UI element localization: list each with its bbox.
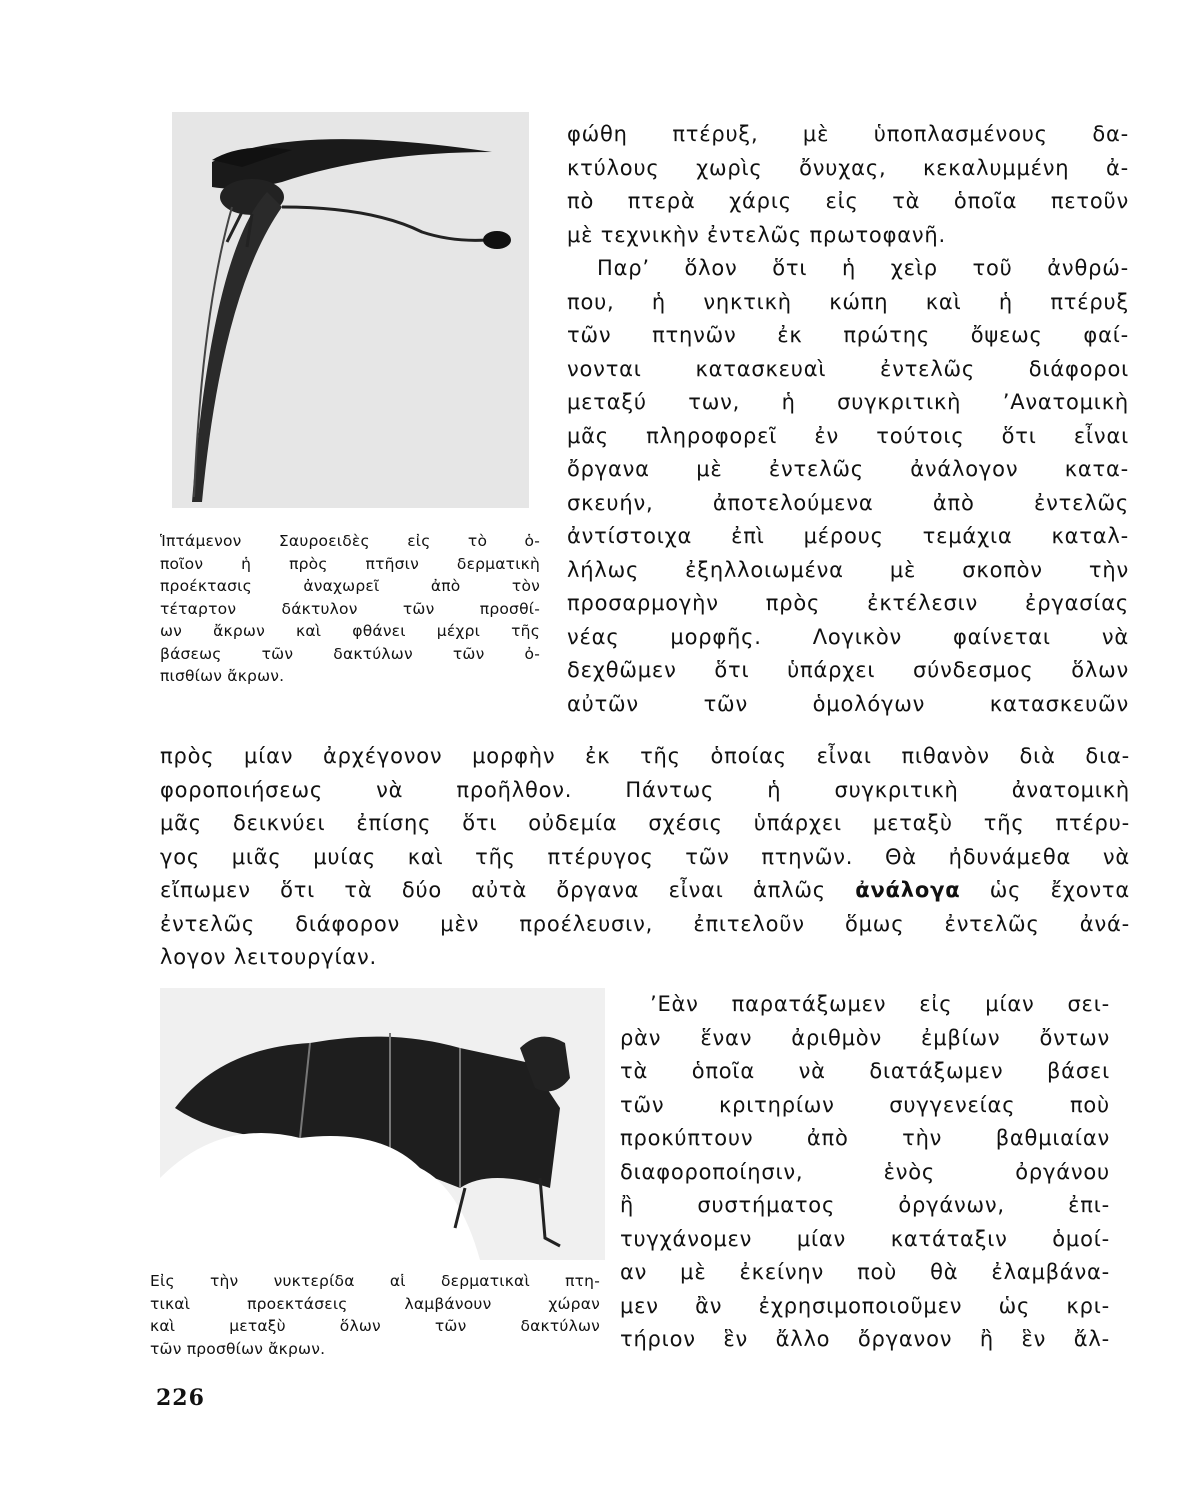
text-full-width-paragraph: πρὸς μίαν ἀρχέγονον μορφὴν ἐκ τῆς ὁποίας εἶναι πιθανὸν διὰ δια- φοροποιήσεως νὰ προῆλθον. Πάντως ἡ συγκριτικὴ ἀνατομικὴ μᾶς δεικνύει ἐπίσης ὅτι οὐδεμία σχέσις ὑπάρχει μεταξὺ τῆς πτέρυ- γος μιᾶς μυίας καὶ τῆς πτέρυγος τῶν πτηνῶν. Θὰ ἠδυνάμεθα νὰ εἴπωμεν ὅτι τὰ δύο αὐτὰ ὄργανα εἶναι ἁπλῶς ἀνάλογα ὡς ἔχοντα ἐντελῶς διάφορον μὲν προέλευσιν, ἐπιτελοῦν ὅμως ἐντελῶς ἀνά- λογον λειτουργίαν. xyxy=(160,744,1130,969)
emphasized-word: ἀνάλογα xyxy=(855,878,961,902)
pterosaur-figure xyxy=(172,112,529,508)
pterosaur-caption: Ἱπτάμενον Σαυροειδὲς εἰς τὸ ὁ- ποῖον ἡ πρὸς πτῆσιν δερματικὴ προέκτασις ἀναχωρεῖ ἀπὸ τὸν τέταρτον δάκτυλον τῶν προσθί- ων ἄκρων καὶ φθάνει μέχρι τῆς βάσεως τῶν δακτύλων τῶν ὀ- πισθίων ἄκρων. xyxy=(160,532,540,685)
text-column-top-right: φώθη πτέρυξ, μὲ ὑποπλασμένους δα- κτύλους χωρὶς ὄνυχας, κεκαλυμμένη ἀ- πὸ πτερὰ χάρις εἰς τὰ ὁποῖα πετοῦν μὲ τεχνικὴν ἐντελῶς πρωτοφανῆ. Παρ’ ὅλον ὅτι ἡ χεὶρ τοῦ ἀνθρώ- που, ἡ νηκτικὴ κώπη καὶ ἡ πτέρυξ τῶν πτηνῶν ἐκ πρώτης ὄψεως φαί- νονται κατασκευαὶ ἐντελῶς διάφοροι μεταξύ των, ἡ συγκριτικὴ ’Ανατομικὴ μᾶς πληροφορεῖ ἐν τούτοις ὅτι εἶναι ὄργανα μὲ ἐντελῶς ἀνάλογον κατα- σκευήν, ἀποτελούμενα ἀπὸ ἐντελῶς ἀντίστοιχα ἐπὶ μέρους τεμάχια καταλ- λήλως ἐξηλλοιωμένα μὲ σκοπὸν τὴν προσαρμογὴν πρὸς ἐκτέλεσιν ἐργασίας νέας μορφῆς. Λογικὸν φαίνεται νὰ δεχθῶμεν ὅτι ὑπάρχει σύνδεσμος ὅλων αὐτῶν τῶν ὁμολόγων κατασκευῶν xyxy=(567,122,1129,716)
bat-figure xyxy=(160,988,605,1260)
line-with-emphasis: εἴπωμεν ὅτι τὰ δύο αὐτὰ ὄργανα εἶναι ἁπλῶς ἀνάλογα ὡς ἔχοντα xyxy=(160,878,1130,902)
page-number: 226 xyxy=(156,1385,205,1411)
text-column-bottom-right: ’Εὰν παρατάξωμεν εἰς μίαν σει- ρὰν ἕναν ἀριθμὸν ἐμβίων ὄντων τὰ ὁποῖα νὰ διατάξωμεν βάσει τῶν κριτηρίων συγγενείας ποὺ προκύπτουν ἀπὸ τὴν βαθμιαίαν διαφοροποίησιν, ἑνὸς ὀργάνου ἢ συστήματος ὀργάνων, ἐπι- τυγχάνομεν μίαν κατάταξιν ὁμοί- αν μὲ ἐκείνην ποὺ θὰ ἐλαμβάνα- μεν ἂν ἐχρησιμοποιοῦμεν ὡς κρι- τήριον ἓν ἄλλο ὄργανον ἢ ἓν ἄλ- xyxy=(620,992,1110,1351)
bat-illustration xyxy=(160,988,605,1260)
bat-caption: Εἰς τὴν νυκτερίδα αἱ δερματικαὶ πτη- τικαὶ προεκτάσεις λαμβάνουν χώραν καὶ μεταξὺ ὅλων τῶν δακτύλων τῶν προσθίων ἄκρων. xyxy=(150,1272,600,1358)
pterosaur-illustration xyxy=(172,112,529,508)
